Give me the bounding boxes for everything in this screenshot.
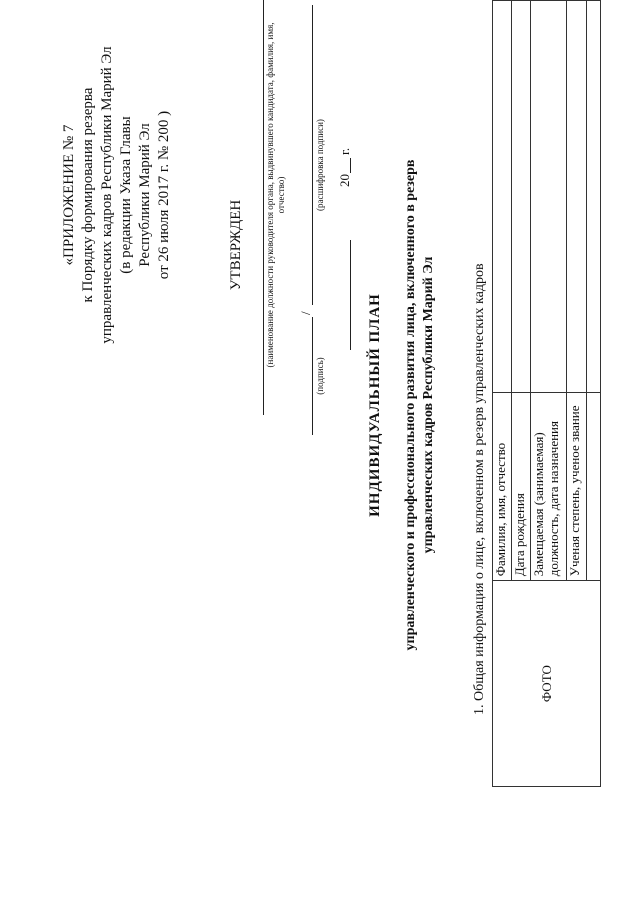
- annex-line: Республики Марий Эл: [137, 123, 153, 267]
- position-line: [263, 0, 264, 415]
- decoding-line: [312, 5, 313, 305]
- row-value: [567, 1, 587, 393]
- date-line: [350, 240, 351, 350]
- info-table: [492, 0, 601, 787]
- section-heading: 1. Общая информация о лице, включенном в резерв управленческих кадров: [472, 263, 487, 715]
- row-value: [531, 1, 567, 393]
- row-value: [512, 1, 531, 393]
- photo-cell: [493, 581, 601, 787]
- date-year-prefix: 20: [337, 174, 352, 187]
- approval-title: УТВЕРЖДЕН: [228, 199, 244, 291]
- date-suffix: г.: [337, 147, 352, 155]
- table-row: [493, 1, 512, 787]
- row-label: Дата рождения: [512, 393, 531, 581]
- document-subtitle: [402, 55, 438, 755]
- decoding-caption: (расшифровка подписи): [315, 119, 325, 211]
- signature-caption: (подпись): [315, 357, 325, 395]
- subtitle-line: управленческих кадров Республики Марий Эл: [421, 256, 436, 554]
- row-label: Ученая степень, ученое звание: [567, 393, 587, 581]
- annex-line: управленческих кадров Республики Марий Эл: [99, 46, 115, 344]
- date-year-line: [350, 158, 351, 173]
- annex-line: «ПРИЛОЖЕНИЕ № 7: [61, 124, 77, 266]
- row-label: Замещаемая (занимаемая) должность, дата назначения: [531, 393, 567, 581]
- row-value: [493, 1, 512, 393]
- signature-separator: /: [298, 311, 313, 315]
- subtitle-line: управленческого и профессионального развития лица, включенного в резерв: [403, 159, 418, 651]
- photo-label: ФОТО: [538, 665, 554, 703]
- annex-line: к Порядку формирования резерва: [80, 87, 96, 303]
- annex-line: (в редакции Указа Главы: [118, 116, 134, 274]
- position-caption: (наименование должности руководителя органа, выдвинувшего кандидата, фамилия, имя, отчество): [265, 22, 286, 368]
- signature-line: [312, 317, 313, 435]
- document-title: ИНДИВИДУАЛЬНЫЙ ПЛАН: [367, 293, 383, 517]
- annex-line: от 26 июля 2017 г. № 200 ): [156, 110, 172, 280]
- row-label: Фамилия, имя, отчество: [493, 393, 512, 581]
- annex-block: [60, 0, 174, 445]
